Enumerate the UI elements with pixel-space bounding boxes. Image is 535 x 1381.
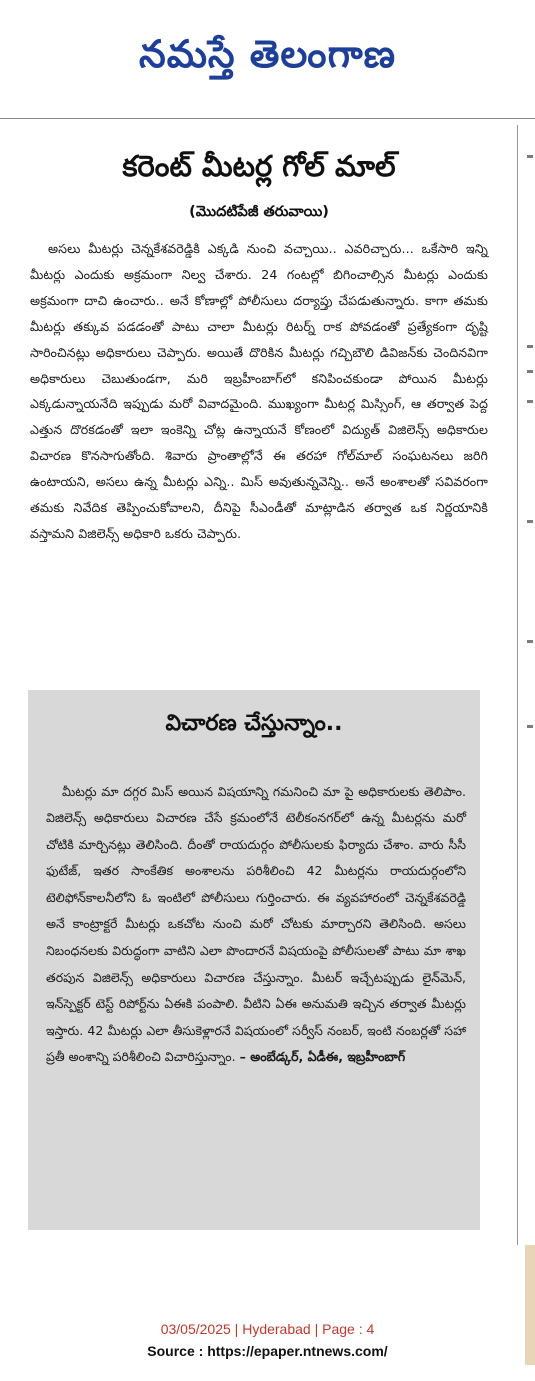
continuation-note: (మొదటిపేజీ తరువాయి) <box>189 204 329 220</box>
dateline: 03/05/2025 | Hyderabad | Page : 4 <box>160 1321 375 1337</box>
text-fragment <box>527 370 533 373</box>
source-url: Source : https://epaper.ntnews.com/ <box>147 1343 388 1359</box>
box-body <box>46 779 466 1072</box>
article-headline: కరెంట్ మీటర్ల గోల్ మాల్ <box>122 149 396 183</box>
column-divider <box>517 125 518 1245</box>
text-fragment <box>527 155 533 158</box>
adjacent-column-fragment <box>525 125 535 1245</box>
box-body-text: మీటర్లు మా దగ్గర మిస్ అయిన విషయాన్ని గమనించి మా పై అధికారులకు తెలిపాం. విజిలెన్స్ అధికారులు విచారణ చేసే క్రమంలోనే టెలీకంనగర్‌లో ఉన్న మీటర్లను మరో చోటికి మార్చినట్లు తెలిసింది. దీంతో రాయదుర్గం పోలీసులకు ఫిర్యాదు చేశాం. వారు సీసీ ఫుటేజ్, ఇతర సాంకేతిక అంశాలను పరిశీలించి 42 మీటర్లను రాయదుర్గంలోని టెలిఫోన్‌కాలనీలోని ఓ ఇంటిలో పోలీసులు గుర్తించారు. ఈ వ్యవహారంలో చెన్నకేశవరెడ్డి అనే కాంట్రాక్టరే మీటర్లు ఒకచోట నుంచి మరో చోటకు మార్చారని తెలిసింది. అసలు నిబంధనలకు విరుద్ధంగా వాటిని ఎలా పొందారనే విషయంపై పోలీసులతో పాటు మా శాఖ తరపున విజిలెన్స్ అధికారులు విచారణ చేస్తున్నాం. మీటర్ ఇచ్చేటప్పుడు లైన్‌మెన్, ఇన్‌స్పెక్టర్ టెస్ట్ రిపోర్ట్‌ను ఏఈకి పంపాలి. వీటిని ఏఈ అనుమతి ఇచ్చిన తర్వాత మీటర్లు ఇస్తారు. 42 మీటర్లు ఎలా తీసుకెళ్లారనే విషయంలో సర్వీస్ నంబర్, ఇంటి నంబర్లతో సహా ప్రతీ అంశాన్ని పరిశీలించి విచారిస్తున్నాం. <box>46 783 466 1065</box>
text-fragment <box>527 640 533 643</box>
quote-box <box>28 690 480 1230</box>
text-fragment <box>527 400 533 403</box>
box-heading: విచారణ చేస్తున్నాం.. <box>165 711 343 736</box>
text-fragment <box>527 345 533 348</box>
newspaper-logo: నమస్తే తెలంగాణ <box>139 32 396 76</box>
text-fragment <box>527 725 533 728</box>
masthead <box>0 0 535 118</box>
article-body: అసలు మీటర్లు చెన్నకేశవరెడ్డికి ఎక్కడి నుంచి వచ్చాయి.. ఎవరిచ్చారు... ఒకేసారి ఇన్ని మీటర్లు ఎందుకు అక్రమంగా నిల్వ చేశారు. 24 గంటల్లో బిగించాల్సిన మీటర్లు ఎందుకు అక్రమంగా దాచి ఉంచారు.. అనే కోణాల్లో పోలీసులు దర్యాప్తు చేపడుతున్నారు. కాగా తమకు మీటర్లు తక్కువ పడడంతో పాటు చాలా మీటర్లు రిటర్న్ రాక పోవడంతో ప్రత్యేకంగా దృష్టి సారించినట్లు అధికారులు చెప్పారు. అయితే దొరికిన మీటర్లు గచ్చిబౌలి డివిజన్‌కు చెందినవిగా అధికారులు చెబుతుండగా, మరి ఇబ్రహీంబాగ్‌లో కనిపించకుండా పోయిన మీటర్లు ఎక్కడున్నాయనేది ఇప్పుడు మరో వివాదమైంది. ముఖ్యంగా మీటర్ల మిస్సింగ్, ఆ తర్వాత పెద్ద ఎత్తున దొరకడంతో ఇలా ఇంకెన్ని చోట్ల ఉన్నాయనే కోణంలో విద్యుత్ విజిలెన్స్ అధికారుల విచారణ కొనసాగుతోంది. శివారు ప్రాంతాల్లోనే ఈ తరహా గోల్‌మాల్ సంఘటనలు జరిగి ఉంటాయని, అసలు ఉన్న మీటర్లు ఎన్ని.. మిస్ అవుతున్నవెన్ని.. అనే అంశాలతో సవివరంగా తమకు నివేదిక తెప్పించుకోవాలని, దీనిపై సీఎండీతో మాట్లాడిన తర్వాత ఒక నిర్ణయానికి వస్తామని విజిలెన్స్ అధికారి ఒకరు చెప్పారు. <box>30 241 488 541</box>
news-article <box>30 128 488 547</box>
quote-attribution: – అంబేడ్కర్, ఏడీఈ, ఇబ్రహీంబాగ్ <box>239 1049 406 1065</box>
masthead-divider <box>0 118 535 119</box>
text-fragment <box>527 520 533 523</box>
page-footer <box>0 1318 535 1362</box>
